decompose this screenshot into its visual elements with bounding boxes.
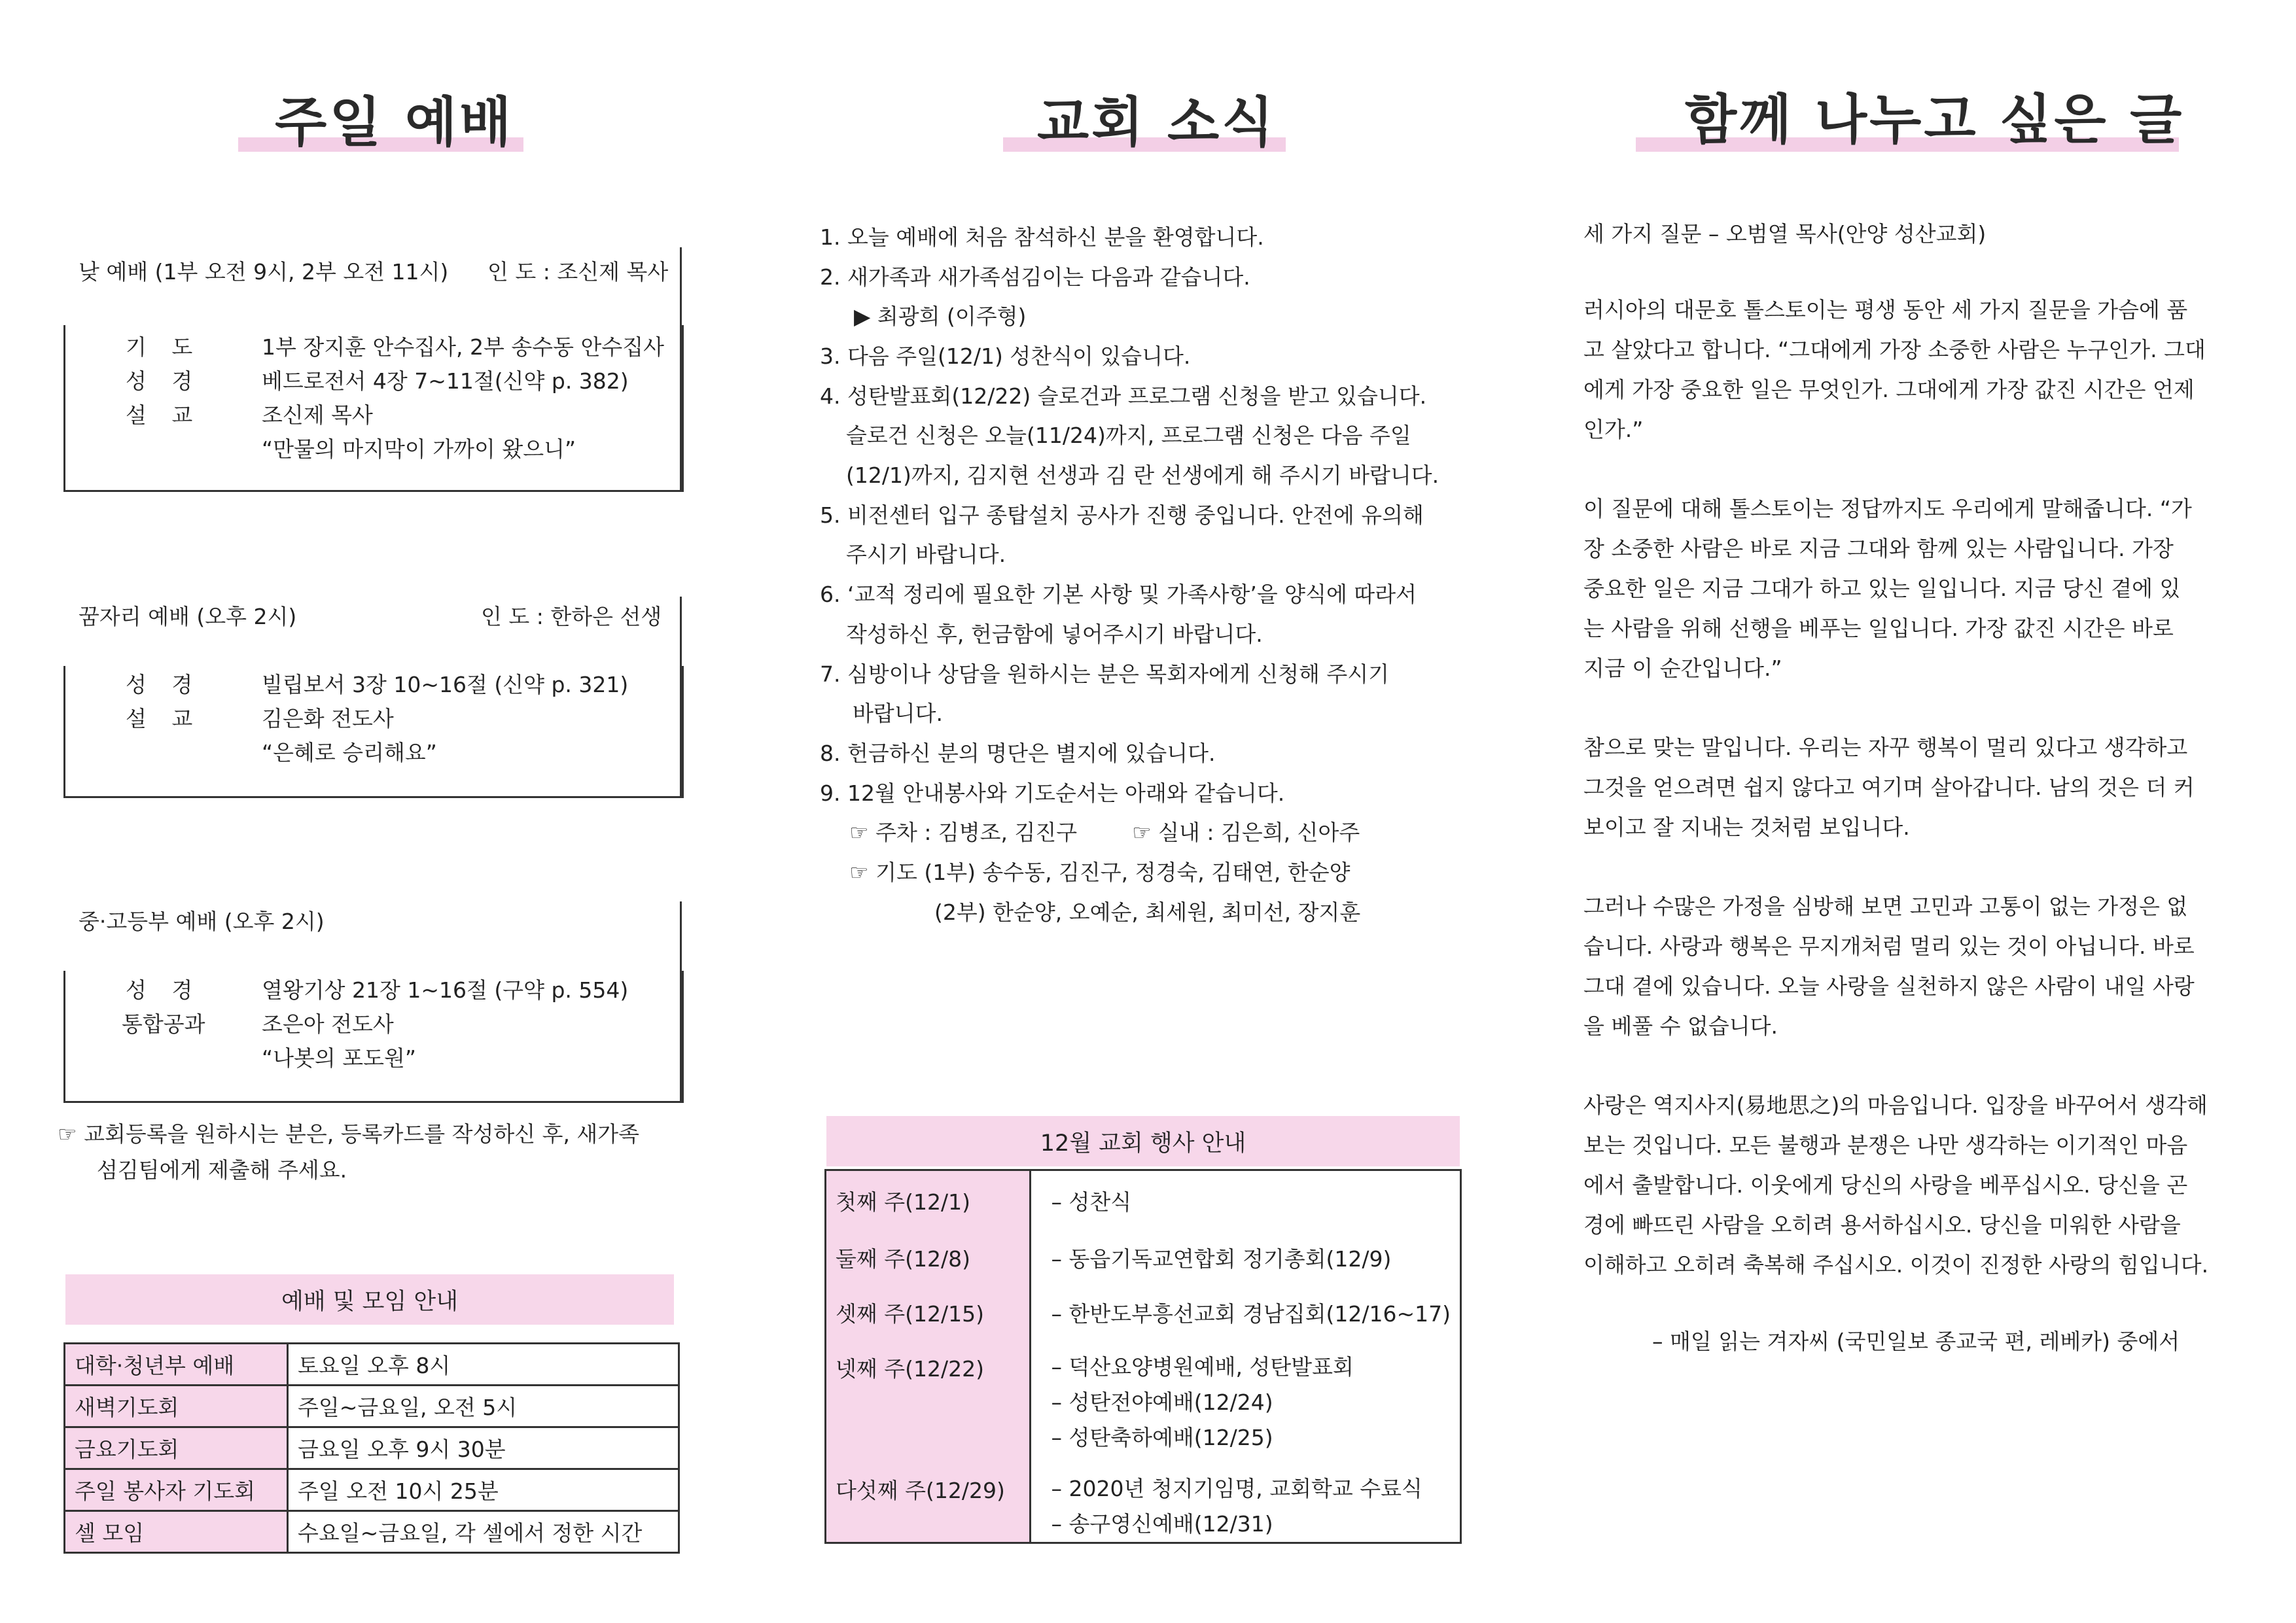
table-row: [65, 1469, 679, 1511]
registration-note-line2: 섬김팀에게 제출해 주세요.: [97, 1157, 347, 1183]
essay-line: 중요한 일은 지금 그대가 하고 있는 일입니다. 지금 당신 곁에 있: [1583, 576, 2181, 601]
schedule-name: 대학·청년부 예배: [65, 1344, 288, 1386]
news-item: 5. 비전센터 입구 종탑설치 공사가 진행 중입니다. 안전에 유의해: [820, 502, 1424, 528]
dream-service-header: 꿈자리 예배 (오후 2시): [79, 604, 297, 629]
table-row: [826, 1285, 1461, 1340]
news-item: 8. 헌금하신 분의 명단은 별지에 있습니다.: [820, 741, 1216, 766]
event-item: – 성탄전야예배(12/24): [1051, 1389, 1273, 1415]
essay-line: 그대 곁에 있습니다. 오늘 사랑을 실천하지 않은 사람이 내일 사랑: [1583, 973, 2195, 999]
table-row: [65, 1511, 679, 1553]
table-row: [65, 1344, 679, 1386]
schedule-time: 금요일 오후 9시 30분: [288, 1427, 679, 1469]
youth-lesson-label: 통합공과: [122, 1011, 205, 1037]
essay-line: 이해하고 오히려 축복해 주십시오. 이것이 진정한 사랑의 힘입니다.: [1583, 1252, 2209, 1278]
youth-service-header: 중·고등부 예배 (오후 2시): [79, 909, 325, 934]
news-item: 9. 12월 안내봉사와 기도순서는 아래와 같습니다.: [820, 780, 1285, 806]
news-item: 2. 새가족과 새가족섬김이는 다음과 같습니다.: [820, 264, 1250, 290]
news-title: 교회 소식: [1037, 92, 1277, 154]
news-item: (12/1)까지, 김지현 선생과 김 란 선생에게 해 주시기 바랍니다.: [846, 462, 1439, 488]
dream-scripture-label: 성 경: [126, 672, 202, 697]
worship-title: 주일 예배: [275, 92, 514, 154]
essay-line: 그것을 얻으려면 쉽지 않다고 여기며 살아갑니다. 남의 것은 더 커: [1583, 775, 2195, 800]
event-item: – 성찬식: [1051, 1189, 1132, 1215]
essay-line: 참으로 맞는 말입니다. 우리는 자꾸 행복이 멀리 있다고 생각하고: [1583, 735, 2188, 760]
event-items: [1031, 1458, 1461, 1543]
news-item: ▶ 최광희 (이주형): [854, 304, 1027, 329]
news-item: (2부) 한순양, 오예순, 최세원, 최미선, 장지훈: [934, 899, 1361, 925]
event-items: [1031, 1170, 1461, 1230]
events-title: 12월 교회 행사 안내: [826, 1116, 1460, 1166]
event-items: [1031, 1340, 1461, 1458]
schedule-name: 주일 봉사자 기도회: [65, 1469, 288, 1511]
prayer-label: 기 도: [126, 334, 202, 360]
essay-line: 에서 출발합니다. 이웃에게 당신의 사랑을 베푸십시오. 당신을 곤: [1583, 1172, 2188, 1198]
essay-line: 경에 빠뜨린 사람을 오히려 용서하십시오. 당신을 미워한 사람을: [1583, 1212, 2181, 1238]
youth-scripture-value: 열왕기상 21장 1~16절 (구약 p. 554): [262, 977, 629, 1003]
sermon-label: 설 교: [126, 402, 202, 428]
registration-note-line1: ☞ 교회등록을 원하시는 분은, 등록카드를 작성하신 후, 새가족: [58, 1121, 640, 1147]
event-week: 셋째 주(12/15): [826, 1285, 1031, 1340]
events-table: [824, 1169, 1462, 1544]
scripture-value: 베드로전서 4장 7~11절(신약 p. 382): [262, 368, 629, 394]
event-week: 넷째 주(12/22): [826, 1340, 1031, 1458]
news-item: 6. ‘교적 정리에 필요한 기본 사항 및 가족사항’을 양식에 따라서: [820, 582, 1417, 607]
event-item: – 성탄축하예배(12/25): [1051, 1424, 1273, 1450]
schedule-title: 예배 및 모임 안내: [65, 1274, 674, 1325]
schedule-time: 토요일 오후 8시: [288, 1344, 679, 1386]
essay-line: 러시아의 대문호 톨스토이는 평생 동안 세 가지 질문을 가슴에 품: [1583, 297, 2188, 323]
news-item: 주시기 바랍니다.: [846, 542, 1006, 567]
sermon-title: “만물의 마지막이 가까이 왔으니”: [262, 436, 576, 462]
essay-line: 는 사람을 위해 선행을 베푸는 일입니다. 가장 값진 시간은 바로: [1583, 616, 2174, 641]
table-row: [826, 1340, 1461, 1458]
prayer-value: 1부 장지훈 안수집사, 2부 송수동 안수집사: [262, 334, 664, 360]
dream-scripture-value: 빌립보서 3장 10~16절 (신약 p. 321): [262, 672, 629, 697]
table-row: [826, 1458, 1461, 1543]
essay-line: 보는 것입니다. 모든 불행과 분쟁은 나만 생각하는 이기적인 마음: [1583, 1132, 2188, 1158]
event-item: – 송구영신예배(12/31): [1051, 1510, 1273, 1537]
event-item: – 동읍기독교연합회 정기총회(12/9): [1051, 1246, 1392, 1272]
news-item: 슬로건 신청은 오늘(11/24)까지, 프로그램 신청은 다음 주일: [846, 423, 1411, 448]
scripture-label: 성 경: [126, 368, 202, 394]
table-row: [826, 1170, 1461, 1230]
essay-line: 을 베풀 수 없습니다.: [1583, 1013, 1778, 1039]
dream-sermon-label: 설 교: [126, 706, 202, 731]
news-item: ☞ 기도 (1부) 송수동, 김진구, 정경숙, 김태연, 한순양: [849, 860, 1351, 885]
table-row: [65, 1427, 679, 1469]
essay-title: 함께 나누고 싶은 글: [1685, 89, 2185, 151]
event-week: 둘째 주(12/8): [826, 1230, 1031, 1285]
youth-sermon-title: “나봇의 포도원”: [262, 1045, 416, 1071]
essay-line: 에게 가장 중요한 일은 무엇인가. 그대에게 가장 값진 시간은 언제: [1583, 377, 2195, 402]
essay-line: 그러나 수많은 가정을 심방해 보면 고민과 고통이 없는 가정은 없: [1583, 894, 2188, 919]
news-item: 바랍니다.: [853, 701, 944, 726]
event-items: [1031, 1230, 1461, 1285]
essay-line: 고 살았다고 합니다. “그대에게 가장 소중한 사람은 누구인가. 그대: [1583, 337, 2206, 362]
event-items: [1031, 1285, 1461, 1340]
essay-line: 지금 이 순간입니다.”: [1583, 655, 1782, 681]
essay-line: 인가.”: [1583, 417, 1644, 442]
essay-line: 사랑은 역지사지(易地思之)의 마음입니다. 입장을 바꾸어서 생각해: [1583, 1092, 2208, 1118]
event-week: 다섯째 주(12/29): [826, 1458, 1031, 1543]
table-row: [826, 1230, 1461, 1285]
dream-service-leader: 인 도 : 한하은 선생: [481, 604, 662, 629]
news-item: 3. 다음 주일(12/1) 성찬식이 있습니다.: [820, 343, 1191, 369]
essay-line: 이 질문에 대해 톨스토이는 정답까지도 우리에게 말해줍니다. “가: [1583, 496, 2192, 521]
youth-preacher-value: 조은아 전도사: [262, 1011, 394, 1037]
schedule-name: 셀 모임: [65, 1511, 288, 1553]
dream-preacher-value: 김은화 전도사: [262, 706, 394, 731]
event-week: 첫째 주(12/1): [826, 1170, 1031, 1230]
preacher-value: 조신제 목사: [262, 402, 373, 428]
youth-scripture-label: 성 경: [126, 977, 202, 1003]
schedule-table: [63, 1342, 680, 1554]
essay-line: 보이고 잘 지내는 것처럼 보입니다.: [1583, 814, 1910, 840]
event-item: – 한반도부흥선교회 경남집회(12/16~17): [1051, 1301, 1451, 1327]
essay-line: 장 소중한 사람은 바로 지금 그대와 함께 있는 사람입니다. 가장: [1583, 536, 2174, 561]
event-item: – 덕산요양병원예배, 성탄발표회: [1051, 1353, 1354, 1380]
news-item: 작성하신 후, 헌금함에 넣어주시기 바랍니다.: [846, 621, 1263, 647]
schedule-time: 수요일~금요일, 각 셀에서 정한 시간: [288, 1511, 679, 1553]
schedule-time: 주일 오전 10시 25분: [288, 1469, 679, 1511]
schedule-time: 주일~금요일, 오전 5시: [288, 1386, 679, 1427]
news-item: 4. 성탄발표회(12/22) 슬로건과 프로그램 신청을 받고 있습니다.: [820, 383, 1427, 409]
day-service-leader: 인 도 : 조신제 목사: [487, 259, 669, 285]
day-service-header: 낮 예배 (1부 오전 9시, 2부 오전 11시): [79, 259, 449, 285]
table-row: [65, 1386, 679, 1427]
essay-subtitle: 세 가지 질문 – 오범열 목사(안양 성산교회): [1583, 221, 1987, 247]
news-item: ☞ 주차 : 김병조, 김진구 ☞ 실내 : 김은희, 신아주: [849, 820, 1360, 845]
schedule-name: 새벽기도회: [65, 1386, 288, 1427]
schedule-name: 금요기도회: [65, 1427, 288, 1469]
dream-sermon-title: “은혜로 승리해요”: [262, 740, 437, 765]
essay-line: 습니다. 사랑과 행복은 무지개처럼 멀리 있는 것이 아닙니다. 바로: [1583, 934, 2195, 959]
essay-source: – 매일 읽는 겨자씨 (국민일보 종교국 편, 레베카) 중에서: [1652, 1329, 2180, 1354]
news-item: 7. 심방이나 상담을 원하시는 분은 목회자에게 신청해 주시기: [820, 661, 1389, 687]
news-item: 1. 오늘 예배에 처음 참석하신 분을 환영합니다.: [820, 224, 1264, 250]
event-item: – 2020년 청지기임명, 교회학교 수료식: [1051, 1475, 1422, 1501]
